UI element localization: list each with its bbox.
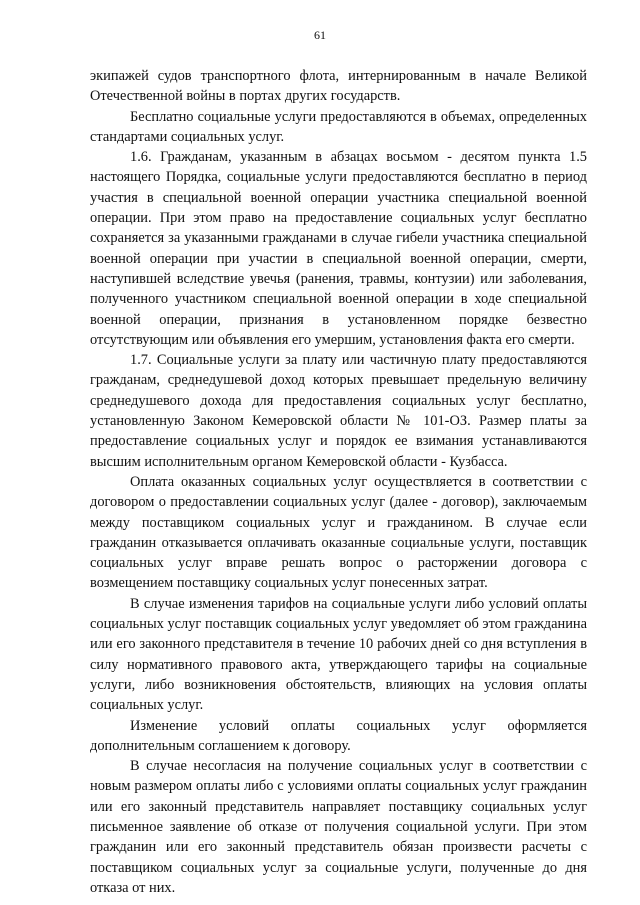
page-number: 61 xyxy=(314,28,326,42)
paragraph-payment: Оплата оказанных социальных услуг осуществляется в соответствии с договором о предоставлении социальных услуг (далее - договор), заключаемым между поставщиком социальных услуг и гражданином. В случае если гражданин отказывается оплачивать оказанные социальные услуги, поставщик социальных услуг вправе решать вопрос о расторжении договора с возмещением поставщику социальных услуг понесенных затрат. xyxy=(90,473,587,592)
paragraph-agreement: Изменение условий оплаты социальных услуг оформляется дополнительным соглашением к договору. xyxy=(90,717,587,754)
paragraph-refusal: В случае несогласия на получение социальных услуг в соответствии с новым размером оплаты либо с условиями оплаты социальных услуг гражданин или его законный представитель направляет поставщику социальных услуг письменное заявление об отказе от получения социальной услуги. При этом гражданин или его законный представитель обязан произвести расчеты с поставщиком социальных услуг за социальные услуги, полученные до дня отказа от них. xyxy=(90,758,587,896)
paragraph-1-6: 1.6. Гражданам, указанным в абзацах восьмом - десятом пункта 1.5 настоящего Порядка, социальные услуги предоставляются бесплатно в период участия в специальной военной операции участника специальной военной операции. При этом право на предоставление социальных услуг бесплатно сохраняется за указанными гражданами в случае гибели участника специальной военной операции при участии в специальной военной операции, смерти, наступившей вследствие увечья (ранения, травмы, контузии) или заболевания, полученного участником специальной военной операции в ходе специальной военной операции, признания в установленном порядке безвестно отсутствующим или объявления его умершим, установления факта его смерти. xyxy=(90,149,587,348)
paragraph-tariff-change: В случае изменения тарифов на социальные услуги либо условий оплаты социальных услуг поставщик социальных услуг уведомляет об этом гражданина или его законного представителя в течение 10 рабочих дней со дня вступления в силу нормативного правового акта, утверждающего тарифы на социальные услуги, либо возникновения обстоятельств, влияющих на условия оплаты социальных услуг. xyxy=(90,595,587,714)
paragraph-1-7: 1.7. Социальные услуги за плату или частичную плату предоставляются гражданам, среднедушевой доход которых превышает предельную величину среднедушевого дохода для предоставления социальных услуг бесплатно, установленную Законом Кемеровской области № 101-ОЗ. Размер платы за предоставление социальных услуг и порядок ее взимания устанавливаются высшим исполнительным органом Кемеровской области - Кузбасса. xyxy=(90,352,587,470)
paragraph-continuation: экипажей судов транспортного флота, интернированным в начале Великой Отечественной войны в портах других государств. xyxy=(90,68,587,105)
document-body xyxy=(90,66,587,898)
paragraph-free-services: Бесплатно социальные услуги предоставляются в объемах, определенных стандартами социальных услуг. xyxy=(90,108,587,145)
